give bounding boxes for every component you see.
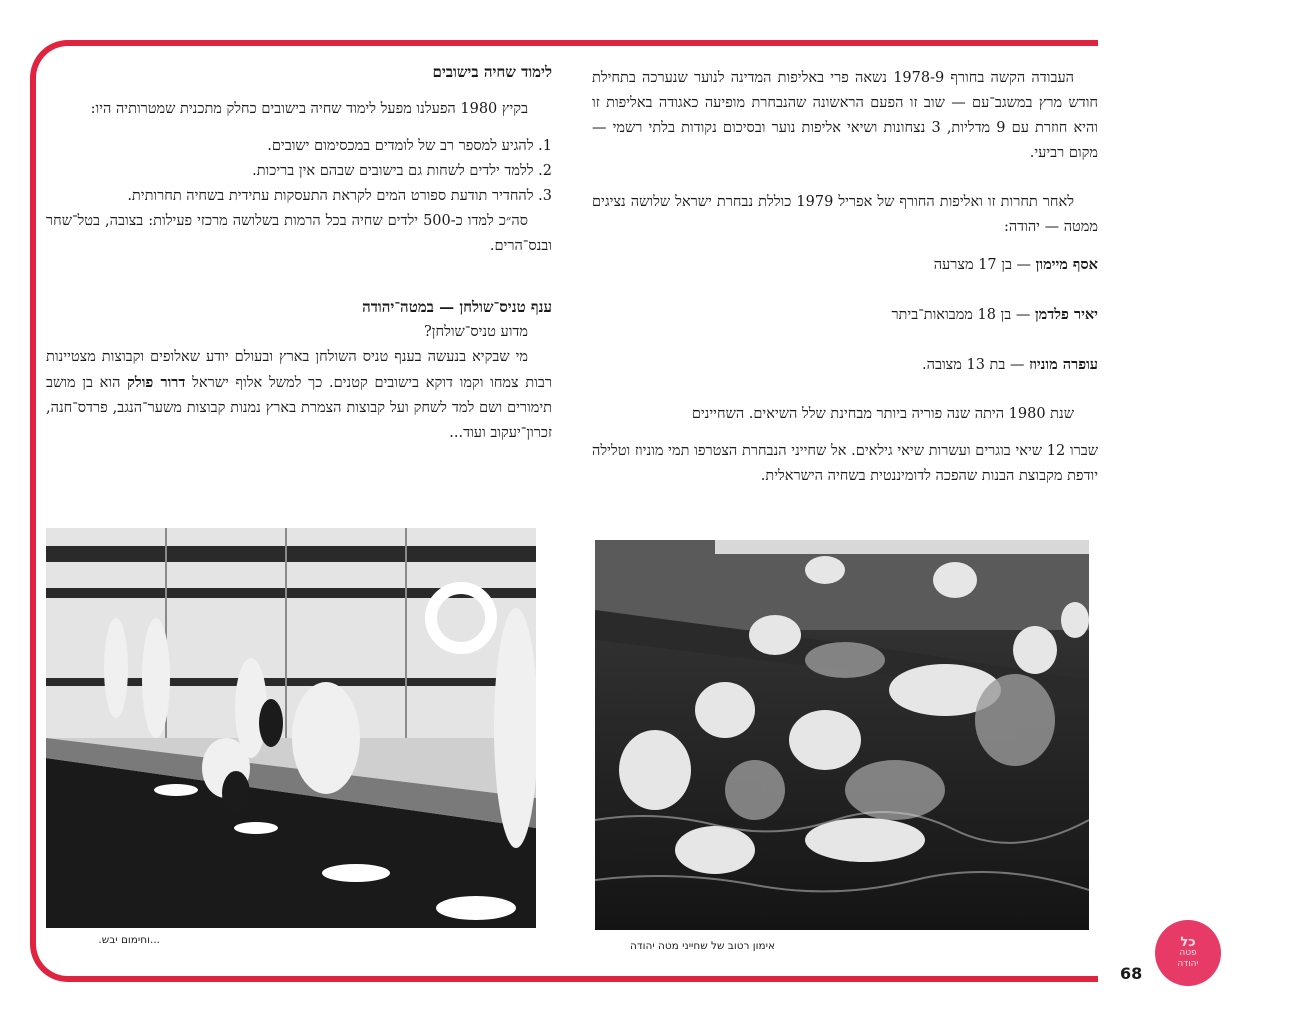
- logo-text: כל: [1180, 934, 1196, 950]
- photo-dry-warmup: [46, 528, 536, 928]
- goals-list: [46, 134, 552, 209]
- paragraph-program-intro: בקיץ 1980 הפעלנו מפעל לימוד שחיה בישובים כחלק מתכנית שמטרותיה היו:: [90, 101, 528, 117]
- list-item: 3. להחדיר תודעת ספורט המים לקראת התעסקות עתידית בשחיה תחרותית.: [127, 188, 552, 204]
- paragraph-summary: סה״כ למדו כ-500 ילדים שחיה בכל הרמות בשלושה מרכזי פעילות: בצובה, בטל־שחר ובנס־הרים.: [46, 213, 552, 254]
- paragraph-1980-records: שנת 1980 היתה שנה פוריה ביותר מבחינת שלל השיאים. השחיינים: [691, 406, 1074, 422]
- mate-yehuda-logo: [1155, 920, 1221, 986]
- right-text-column: [592, 66, 1098, 489]
- team-member: [592, 352, 1098, 378]
- photo-swimmers-in-pool: [595, 540, 1089, 930]
- left-text-column: [46, 60, 552, 446]
- paragraph-question: מדוע טניס־שולחן?: [424, 324, 528, 340]
- caption-warmup-photo: ...וחימום יבש.: [98, 934, 160, 946]
- list-item: 2. ללמד ילדים לשחות גם בישובים שבהם אין בריכות.: [252, 163, 552, 179]
- champion-name: דרור פולק: [127, 374, 186, 391]
- team-member: [592, 302, 1098, 328]
- page-number: 68: [1120, 964, 1143, 983]
- heading-swimming-lessons: לימוד שחיה בישובים: [432, 63, 552, 81]
- team-member-detail: — בן 17 מצרעה: [933, 257, 1036, 273]
- paragraph-table-tennis: מי שבקיא בנעשה בענף טניס השולחן בארץ ובעולם יודע שאלופים וקבוצות מצטיינות רבות צמחו וקמו דוקא בישובים קטנים. כך למשל אלוף ישראל דרור פולק הוא בן מושב תימורים ושם למד לשחק ועל קבוצות הצמרת בארץ נמנות קבוצות משער־הנגב, פרדס־חנה, זכרון־יעקוב ועוד...: [46, 349, 552, 441]
- team-member-name: אסף מיימון: [1035, 256, 1098, 273]
- caption-pool-photo: אימון רטוב של שחייני מטה יהודה: [630, 940, 775, 952]
- logo-text: פטה: [1179, 947, 1197, 958]
- heading-table-tennis: ענף טניס־שולחן — במטה־יהודה: [362, 298, 552, 316]
- logo-text: יהודה: [1177, 958, 1199, 969]
- team-member-detail: — בת 13 מצובה.: [922, 357, 1030, 373]
- paragraph-records-continued: שברו 12 שיאי בוגרים ועשרות שיאי גילאים. אל שחייני הנבחרת הצטרפו תמי מוניוז וטלילה יודפת מקבוצת הבנות שהפכה לדומיננטית בשחיה הישראלית.: [592, 443, 1098, 484]
- team-member-name: יאיר פלדמן: [1034, 306, 1098, 323]
- team-member-detail: — בן 18 ממבואות־ביתר: [891, 307, 1035, 323]
- list-item: 1. להגיע למספר רב של לומדים במכסימום ישובים.: [267, 138, 552, 154]
- team-member: [592, 252, 1098, 278]
- paragraph-national-team: לאחר תחרות זו ואליפות החורף של אפריל 1979 כוללת נבחרת ישראל שלושה נציגים ממטה — יהודה:: [592, 194, 1098, 235]
- team-member-name: עופרה מוניוז: [1029, 356, 1098, 373]
- paragraph-youth-championship: העבודה הקשה בחורף 1978-9 נשאה פרי באליפות המדינה לנוער שנערכה בתחילת חודש מרץ במשגב־עם — שוב זו הפעם הראשונה שהנבחרת מופיעה כאגודה באליפות זו והיא חוזרת עם 9 מדליות, 3 נצחונות ושיאי אליפות נוער ובסיכום נקודות בלתי רשמי — מקום רביעי.: [592, 70, 1098, 161]
